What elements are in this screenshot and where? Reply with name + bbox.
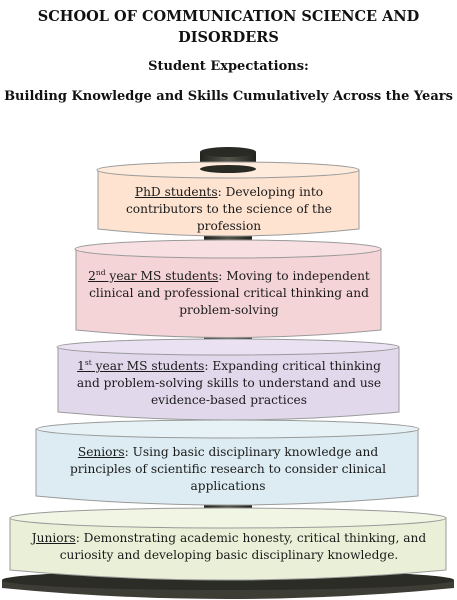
page-subtitle: Student Expectations: [148, 59, 309, 74]
tier-first-year-ms-text [66, 358, 392, 409]
tier-juniors-label: Juniors [31, 531, 76, 545]
page-tagline: Building Knowledge and Skills Cumulatively Across the Years [4, 89, 453, 104]
tier-second-year-ms-description: : Moving to independent clinical and professional critical thinking and problem-solving [89, 269, 370, 317]
tier-phd-label: PhD students [134, 185, 218, 199]
tier-juniors-description: : Demonstrating academic honesty, critical thinking, and curiosity and developing basic disciplinary knowledge. [59, 531, 427, 562]
tier-second-year-ms-label: 2nd year MS students [88, 267, 219, 283]
tier-phd-text [104, 184, 354, 235]
tier-first-year-ms-description: : Expanding critical thinking and problem-solving skills to understand and use evidence-based practices [76, 359, 382, 407]
tier-first-year-ms-label: 1st year MS students [77, 357, 205, 373]
tier-phd-description: : Developing into contributors to the science of the profession [125, 185, 333, 233]
tier-seniors-text [46, 444, 410, 495]
tier-seniors-label: Seniors [77, 445, 125, 459]
tier-second-year-ms-text [84, 268, 374, 319]
page-title: SCHOOL OF COMMUNICATION SCIENCE AND DISORDERS [37, 8, 420, 46]
tier-seniors-description: : Using basic disciplinary knowledge and principles of scientific research to consider clinical applications [69, 445, 387, 493]
tier-juniors-text [16, 530, 442, 564]
